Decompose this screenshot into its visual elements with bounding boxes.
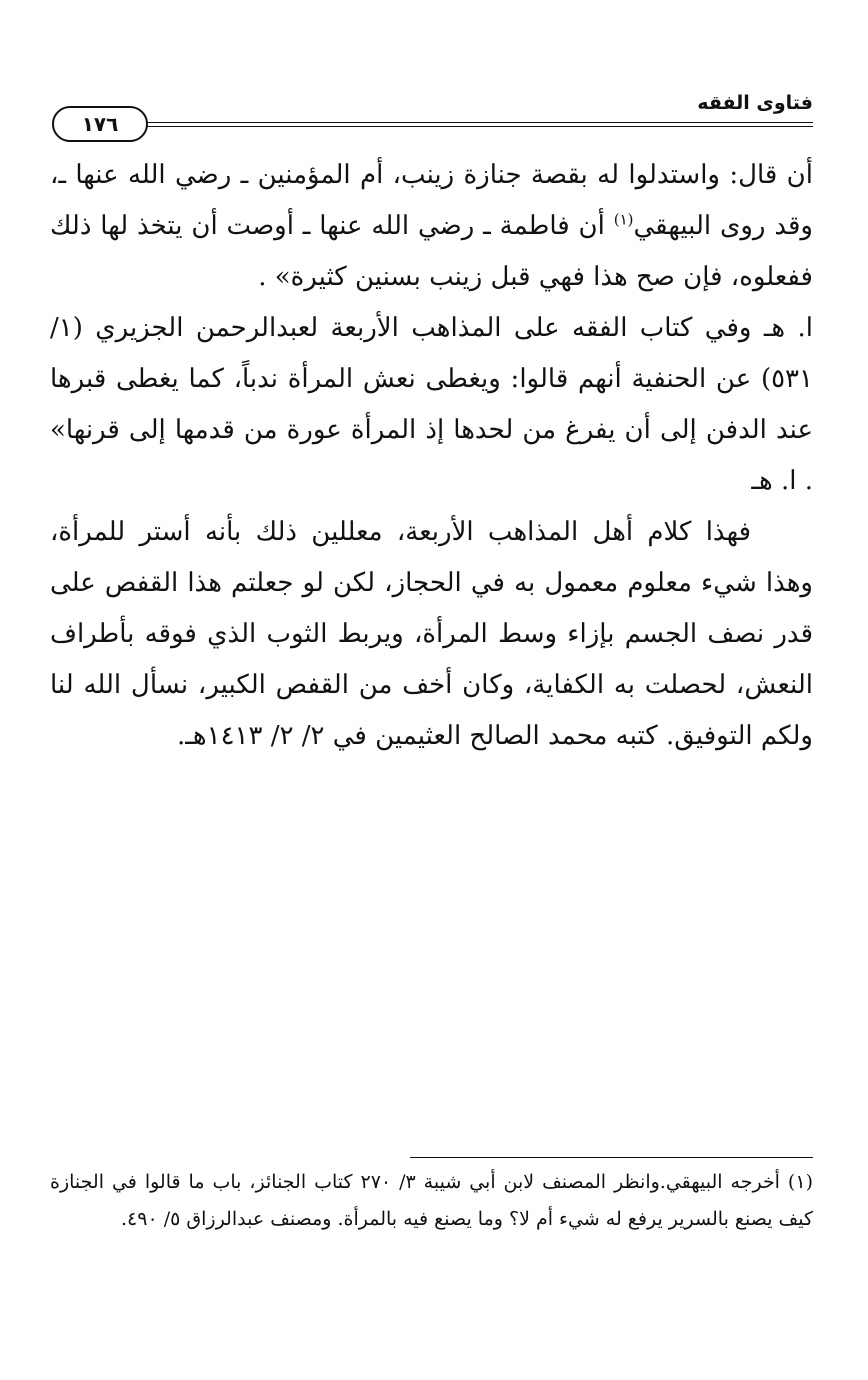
paragraph-3: فهذا كلام أهل المذاهب الأربعة، معللين ذلك بأنه أستر للمرأة، وهذا شيء معلوم معمول به في الحجاز، لكن لو جعلتم هذا القفص على قدر نصف الجسم بإزاء وسط المرأة، ويربط الثوب الذي فوقه بأطراف النعش، لحصلت به الكفاية، وكان أخف من القفص الكبير، نسأل الله لنا ولكم التوفيق. كتبه محمد الصالح العثيمين في ٢/ ٢/ ١٤١٣هـ. bbox=[50, 517, 813, 751]
footnote-divider bbox=[410, 1157, 813, 1158]
footnote-reference: (١) bbox=[613, 210, 634, 229]
page-header bbox=[22, 92, 813, 136]
running-title: فتاوى الفقه bbox=[697, 92, 813, 114]
footnote-text: (١) أخرجه البيهقي.وانظر المصنف لابن أبي شيبة ٣/ ٢٧٠ كتاب الجنائز، باب ما قالوا في الجنازة كيف يصنع بالسرير يرفع له شيء أم لا؟ وما يصنع فيه بالمرأة. ومصنف عبدالرزاق ٥/ ٤٩٠. bbox=[50, 1171, 813, 1230]
paragraph-1 bbox=[50, 150, 813, 303]
paragraph-2: ا. هـ وفي كتاب الفقه على المذاهب الأربعة لعبدالرحمن الجزيري (١/ ٥٣١) عن الحنفية أنهم قالوا: ويغطى نعش المرأة ندباً، كما يغطى قبرها عند الدفن إلى أن يفرغ من لحدها إذ المرأة عورة من قدمها إلى قرنها» . ا. هـ bbox=[50, 313, 813, 496]
paragraph-1-text-cont: أن فاطمة ـ رضي الله عنها ـ أوصت أن يتخذ لها ذلك ففعلوه، فإن صح هذا فهي قبل زينب بسنين كثيرة» . bbox=[50, 211, 813, 292]
main-text bbox=[50, 150, 813, 762]
header-rule bbox=[142, 122, 813, 127]
paragraph-1-text: أن قال: واستدلوا له بقصة جنازة زينب، أم المؤمنين ـ رضي الله عنها ـ، وقد روى البيهقي bbox=[50, 160, 813, 241]
page-number: ١٧٦ bbox=[52, 106, 148, 142]
footnote bbox=[50, 1164, 813, 1238]
